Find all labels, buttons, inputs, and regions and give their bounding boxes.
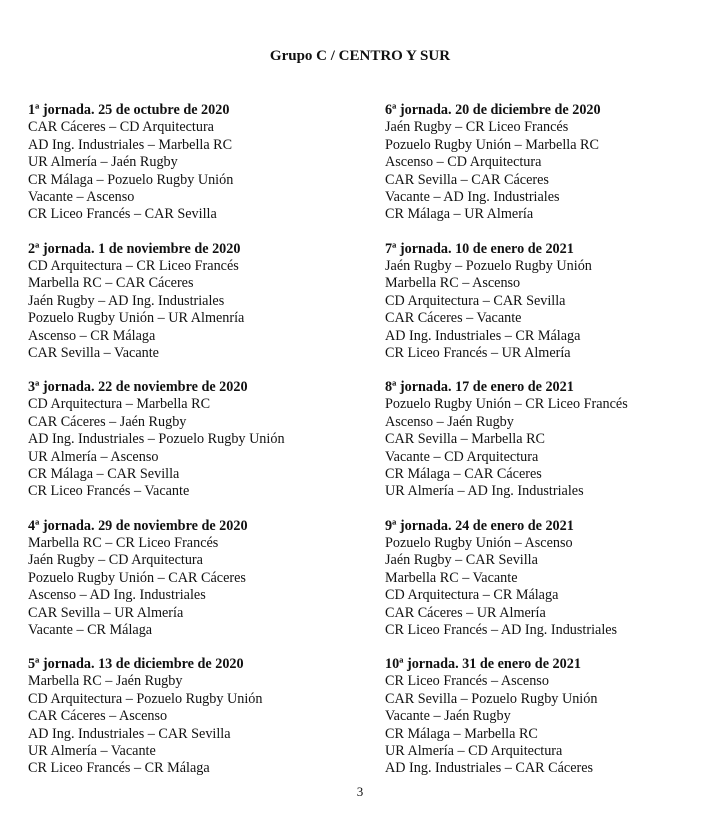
schedule-column-right <box>385 102 715 795</box>
match: CR Málaga – Marbella RC <box>385 725 538 742</box>
match: CR Málaga – Pozuelo Rugby Unión <box>28 171 234 188</box>
match: Ascenso – AD Ing. Industriales <box>28 587 206 604</box>
match: CD Arquitectura – Pozuelo Rugby Unión <box>28 690 263 707</box>
match: Pozuelo Rugby Unión – CR Liceo Francés <box>385 396 628 413</box>
match: Marbella RC – CAR Cáceres <box>28 275 194 292</box>
match: Ascenso – CD Arquitectura <box>385 154 542 171</box>
match: CR Málaga – CAR Sevilla <box>28 466 180 483</box>
round-title: 9ª jornada. 24 de enero de 2021 <box>385 517 574 534</box>
match: CAR Cáceres – CD Arquitectura <box>28 119 214 136</box>
round-title: 3ª jornada. 22 de noviembre de 2020 <box>28 379 248 395</box>
round-10 <box>385 656 715 795</box>
match: Vacante – AD Ing. Industriales <box>385 189 560 206</box>
round-1 <box>28 102 368 241</box>
match: Marbella RC – Ascenso <box>385 275 521 292</box>
round-title: 5ª jornada. 13 de diciembre de 2020 <box>28 656 244 672</box>
match: AD Ing. Industriales – CAR Cáceres <box>385 760 594 777</box>
match: Jaén Rugby – CD Arquitectura <box>28 552 203 569</box>
schedule-column-left <box>28 102 368 795</box>
round-6 <box>385 102 715 241</box>
match: Jaén Rugby – Pozuelo Rugby Unión <box>385 257 592 274</box>
match: AD Ing. Industriales – Pozuelo Rugby Unión <box>28 431 285 448</box>
match: CAR Sevilla – Vacante <box>28 344 159 361</box>
match: CAR Sevilla – Marbella RC <box>385 431 545 448</box>
match: CAR Cáceres – Jaén Rugby <box>28 413 187 430</box>
match: Marbella RC – Vacante <box>385 569 518 586</box>
round-9 <box>385 518 715 657</box>
match: Pozuelo Rugby Unión – Marbella RC <box>385 136 599 153</box>
match: Marbella RC – Jaén Rugby <box>28 673 183 690</box>
match: CAR Sevilla – UR Almería <box>28 604 184 621</box>
match: CR Málaga – CAR Cáceres <box>385 466 542 483</box>
round-title: 2ª jornada. 1 de noviembre de 2020 <box>28 240 241 257</box>
match: CR Liceo Francés – CAR Sevilla <box>28 206 217 223</box>
match: CR Liceo Francés – CR Málaga <box>28 760 210 777</box>
match: Pozuelo Rugby Unión – UR Almenría <box>28 310 245 327</box>
match: CR Liceo Francés – Vacante <box>28 483 190 500</box>
match: Jaén Rugby – CAR Sevilla <box>385 552 538 569</box>
match: Marbella RC – CR Liceo Francés <box>28 534 219 551</box>
match: CD Arquitectura – Marbella RC <box>28 396 211 413</box>
match: CAR Sevilla – Pozuelo Rugby Unión <box>385 690 598 707</box>
match: CR Liceo Francés – UR Almería <box>385 344 571 361</box>
match: UR Almería – CD Arquitectura <box>385 743 563 760</box>
match: AD Ing. Industriales – Marbella RC <box>28 136 233 153</box>
match: Pozuelo Rugby Unión – CAR Cáceres <box>28 569 246 586</box>
match: CAR Cáceres – UR Almería <box>385 604 546 621</box>
match: Jaén Rugby – AD Ing. Industriales <box>28 292 225 309</box>
match: CR Liceo Francés – AD Ing. Industriales <box>385 621 618 638</box>
round-8 <box>385 379 715 518</box>
round-title: 6ª jornada. 20 de diciembre de 2020 <box>385 102 601 118</box>
round-4 <box>28 518 368 657</box>
round-2 <box>28 241 368 380</box>
match: Vacante – CD Arquitectura <box>385 448 539 465</box>
round-5 <box>28 656 368 795</box>
match: UR Almería – Jaén Rugby <box>28 154 178 171</box>
match: UR Almería – Ascenso <box>28 448 159 465</box>
round-title: 7ª jornada. 10 de enero de 2021 <box>385 240 574 257</box>
round-title: 1ª jornada. 25 de octubre de 2020 <box>28 102 230 118</box>
match: Pozuelo Rugby Unión – Ascenso <box>385 534 573 551</box>
match: CD Arquitectura – CAR Sevilla <box>385 292 566 309</box>
page-number: 3 <box>356 784 364 799</box>
round-title: 10ª jornada. 31 de enero de 2021 <box>385 656 581 672</box>
match: CD Arquitectura – CR Málaga <box>385 587 559 604</box>
round-3 <box>28 379 368 518</box>
match: CR Liceo Francés – Ascenso <box>385 673 549 690</box>
match: AD Ing. Industriales – CR Málaga <box>385 327 581 344</box>
match: CAR Cáceres – Ascenso <box>28 708 168 725</box>
match: AD Ing. Industriales – CAR Sevilla <box>28 725 231 742</box>
match: UR Almería – AD Ing. Industriales <box>385 483 584 500</box>
match: CAR Sevilla – CAR Cáceres <box>385 171 549 188</box>
match: Vacante – Ascenso <box>28 189 135 206</box>
match: Vacante – Jaén Rugby <box>385 708 511 725</box>
match: Ascenso – CR Málaga <box>28 327 156 344</box>
round-7 <box>385 241 715 380</box>
match: Ascenso – Jaén Rugby <box>385 413 514 430</box>
match: CR Málaga – UR Almería <box>385 206 534 223</box>
match: Vacante – CR Málaga <box>28 621 153 638</box>
round-title: 8ª jornada. 17 de enero de 2021 <box>385 379 574 395</box>
match: CAR Cáceres – Vacante <box>385 310 522 327</box>
match: CD Arquitectura – CR Liceo Francés <box>28 257 239 274</box>
page-title: Grupo C / CENTRO Y SUR <box>269 48 451 64</box>
match: Jaén Rugby – CR Liceo Francés <box>385 119 569 136</box>
match: UR Almería – Vacante <box>28 743 156 760</box>
round-title: 4ª jornada. 29 de noviembre de 2020 <box>28 517 248 534</box>
